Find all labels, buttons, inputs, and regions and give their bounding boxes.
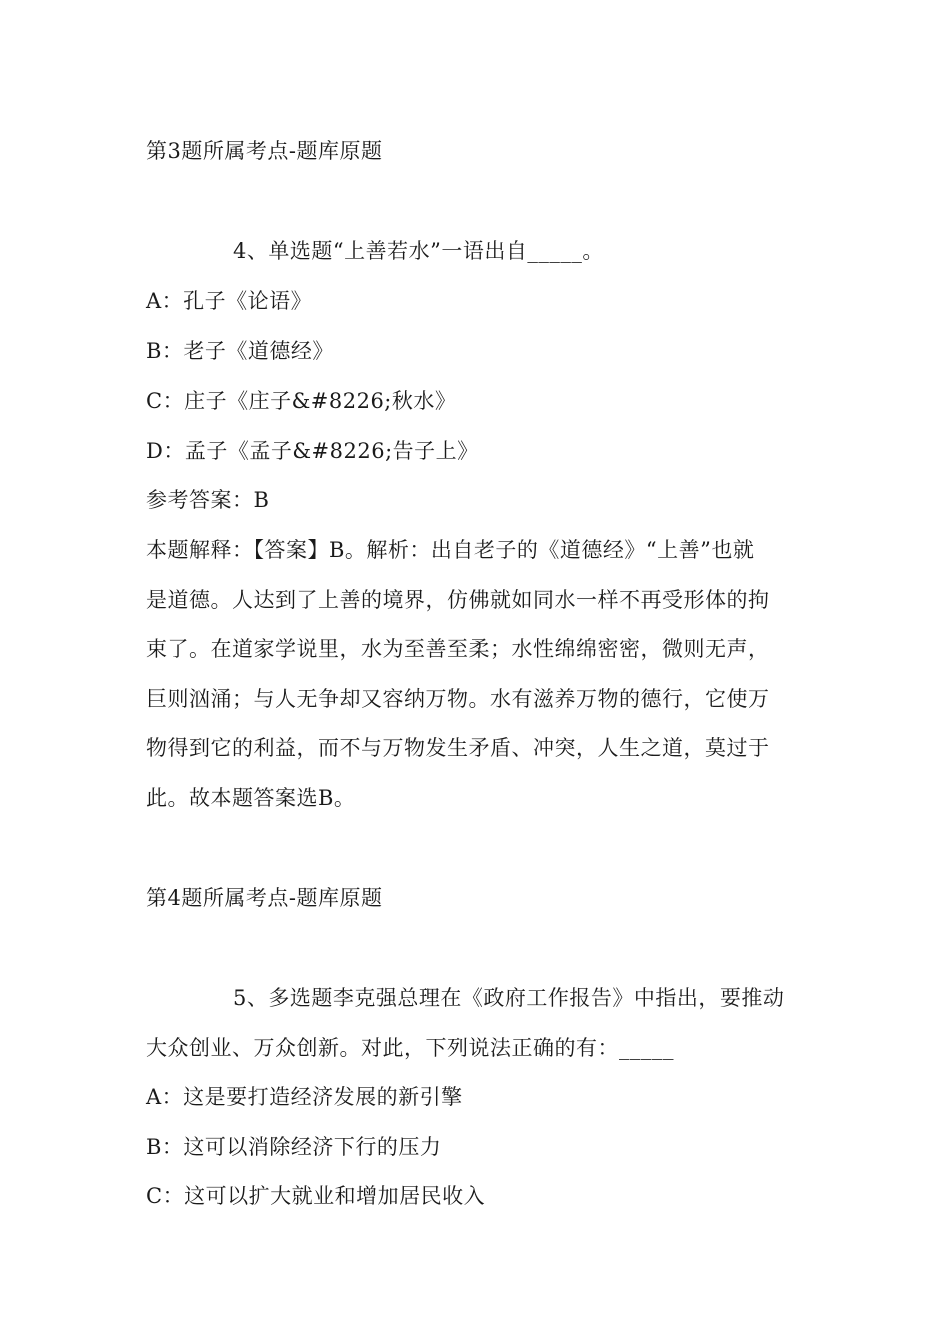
question-5-option-b: B：这可以消除经济下行的压力 [146, 1135, 442, 1159]
question-4-option-b: B：老子《道德经》 [146, 339, 334, 363]
question-4-explanation-line: 束了。在道家学说里，水为至善至柔；水性绵绵密密，微则无声， [146, 637, 770, 661]
question-4-explanation-line: 是道德。人达到了上善的境界，仿佛就如同水一样不再受形体的拘 [146, 588, 770, 612]
question-4-option-a: A：孔子《论语》 [146, 289, 313, 313]
topic-label-q3: 第3题所属考点-题库原题 [146, 139, 383, 163]
question-4-option-d: D：孟子《孟子&#8226;告子上》 [146, 439, 479, 463]
question-4-option-c: C：庄子《庄子&#8226;秋水》 [146, 389, 457, 413]
question-5-option-c: C：这可以扩大就业和增加居民收入 [146, 1184, 486, 1208]
question-4-explanation-line: 物得到它的利益，而不与万物发生矛盾、冲突，人生之道，莫过于 [146, 736, 770, 760]
question-4-explanation-line: 此。故本题答案选B。 [146, 786, 356, 810]
question-4-answer: 参考答案：B [146, 488, 270, 512]
question-4-explanation-line: 巨则汹涌；与人无争却又容纳万物。水有滋养万物的德行，它使万 [146, 687, 770, 711]
question-5-option-a: A：这是要打造经济发展的新引擎 [146, 1085, 463, 1109]
question-4-explanation-line: 本题解释：【答案】B。解析：出自老子的《道德经》“上善”也就 [146, 538, 755, 562]
question-5-stem-line: 5、多选题李克强总理在《政府工作报告》中指出，要推动 [233, 986, 785, 1010]
question-5-stem-line: 大众创业、万众创新。对此，下列说法正确的有：_____ [146, 1036, 674, 1060]
topic-label-q4: 第4题所属考点-题库原题 [146, 886, 383, 910]
question-4-stem: 4、单选题“上善若水”一语出自_____。 [233, 239, 604, 263]
